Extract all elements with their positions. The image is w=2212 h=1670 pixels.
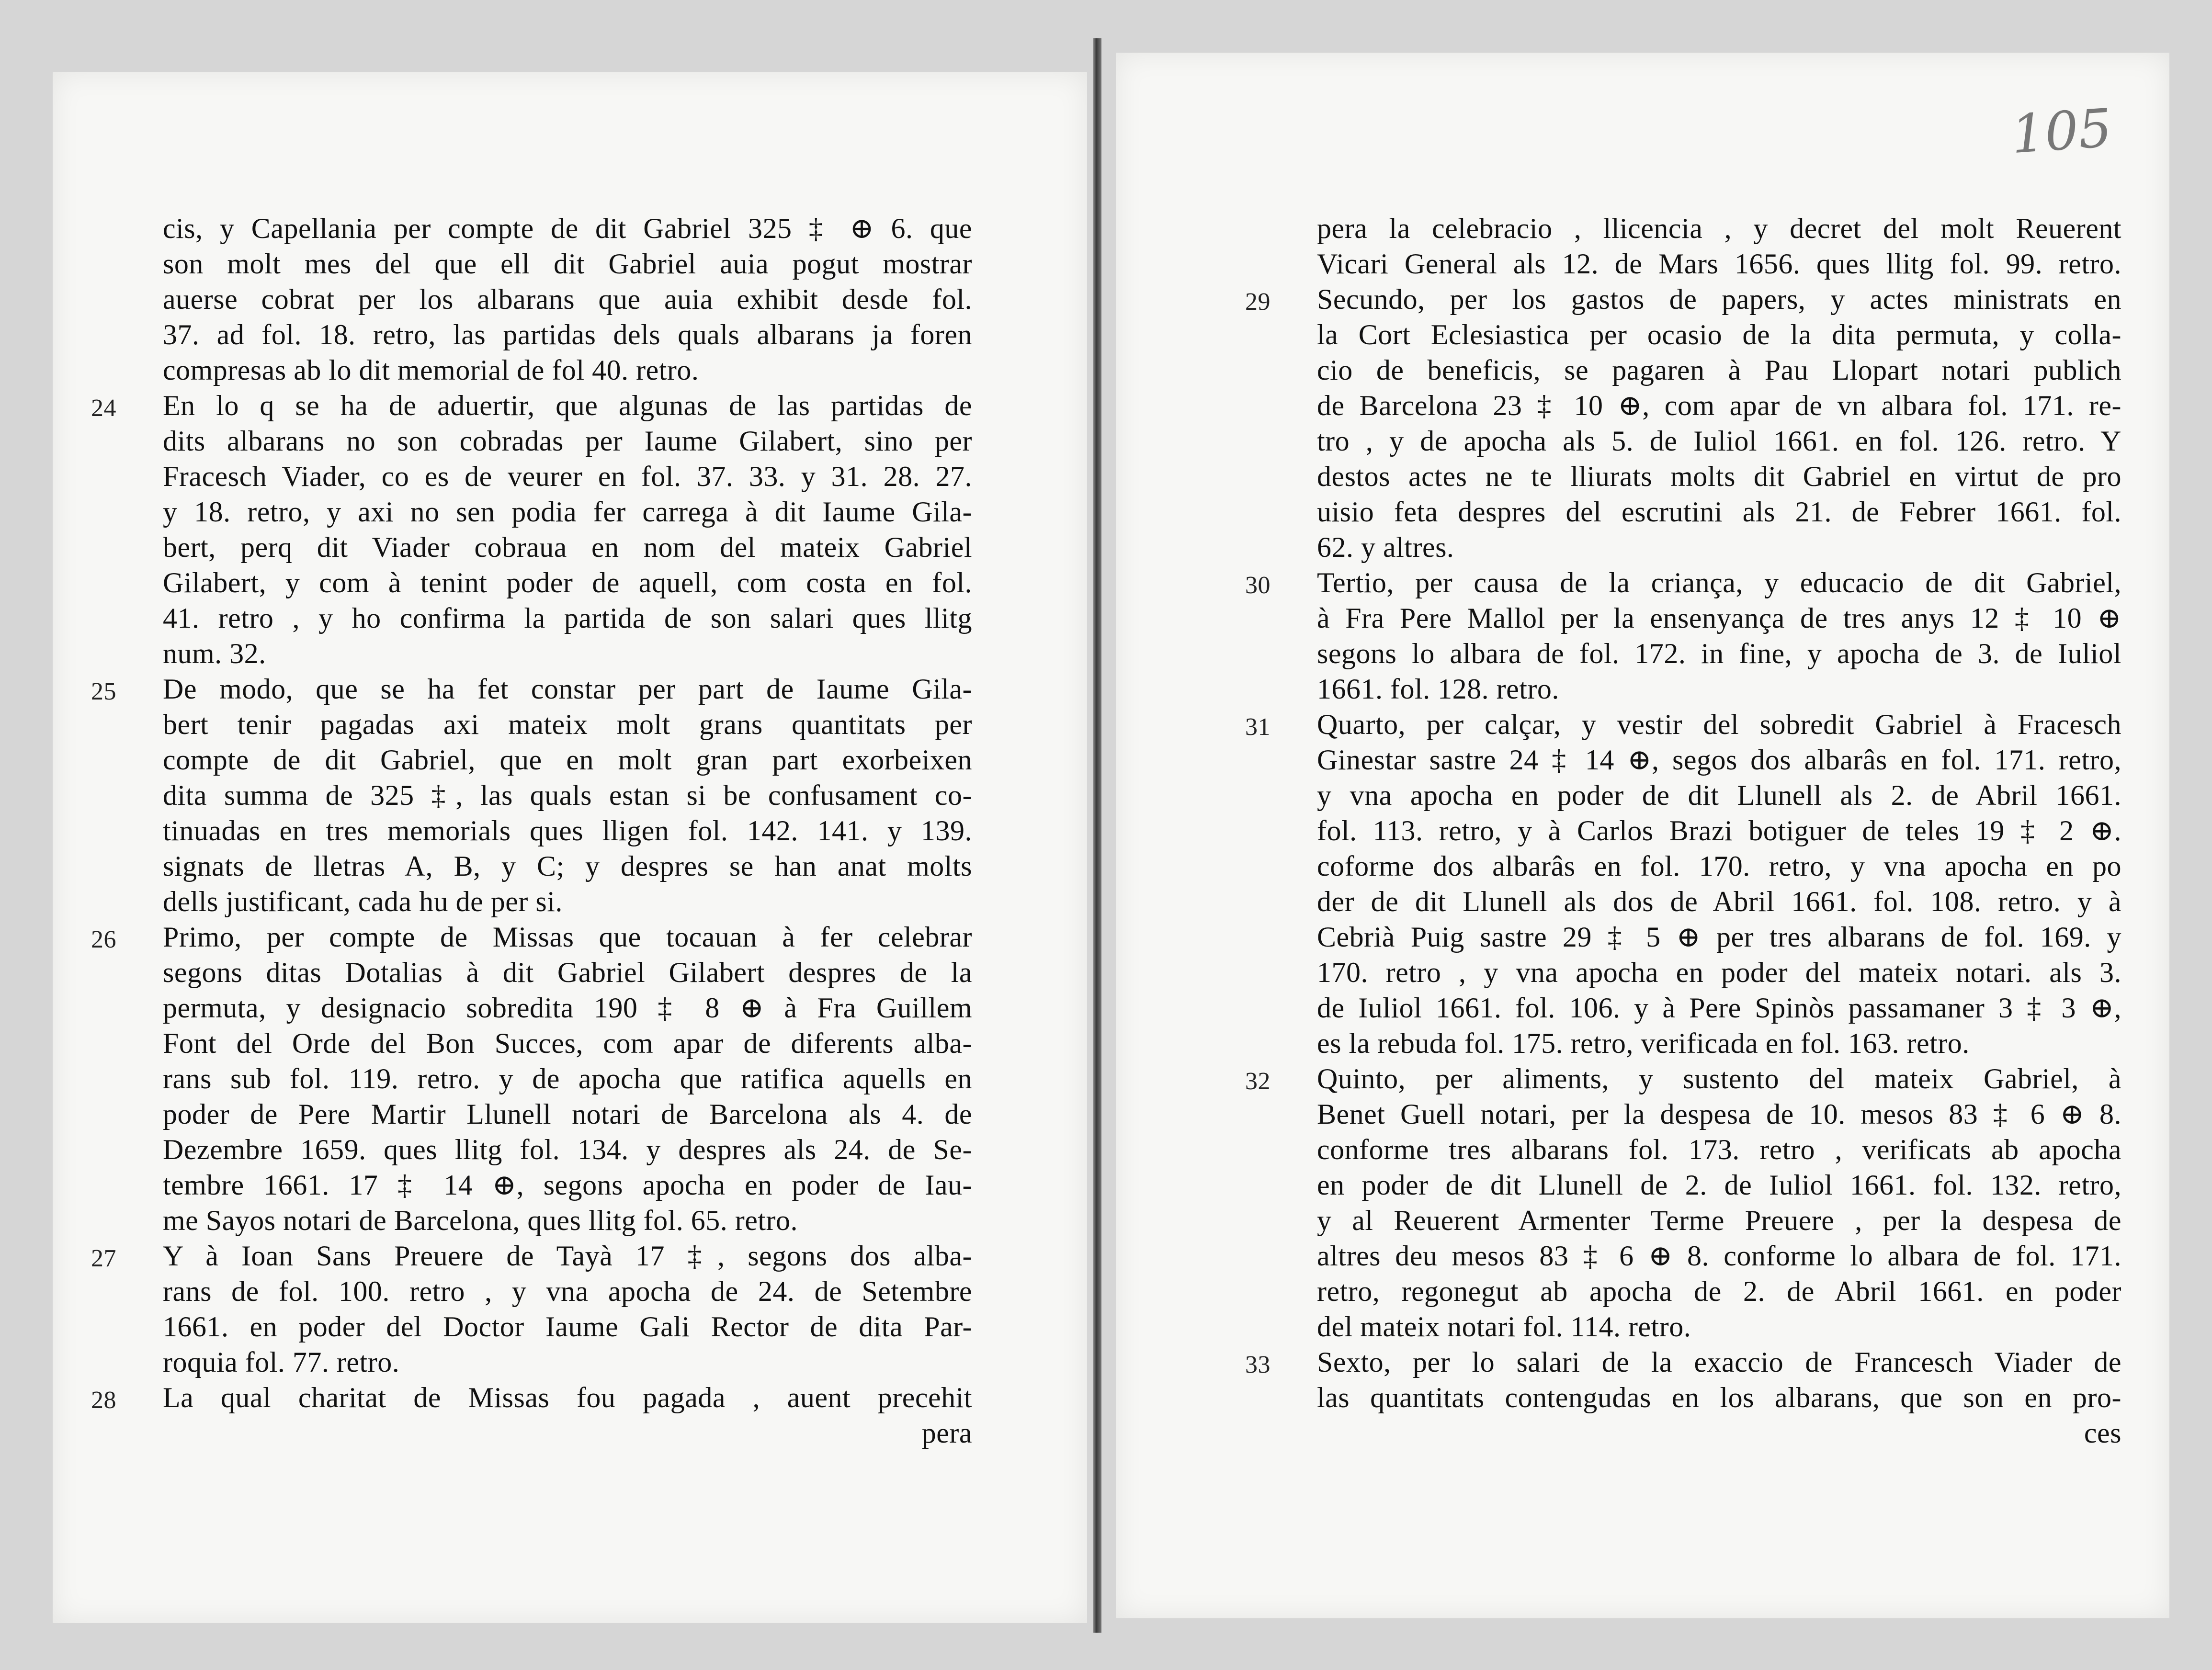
text-line: [91, 1238, 972, 1274]
text-line: [163, 742, 972, 778]
catchword-line: [1317, 1415, 2121, 1451]
folio-number: 105: [2009, 97, 2114, 166]
text-line: [1317, 778, 2121, 813]
line-text: retro, regonegut ab apocha de 2. de Abril 1661. en poder: [1317, 1275, 2121, 1307]
paragraph-number: 30: [1245, 572, 1270, 599]
text-line: [163, 1309, 972, 1344]
line-text: roquia fol. 77. retro.: [163, 1346, 400, 1378]
text-line: [163, 317, 972, 352]
line-text: Ginestar sastre 24 ‡ 14 ⊕, segos dos albarâs en fol. 171. retro,: [1317, 744, 2121, 776]
line-text: altres deu mesos 83 ‡ 6 ⊕ 8. conforme lo albara de fol. 171.: [1317, 1240, 2121, 1272]
catchword-line: [163, 1415, 972, 1451]
paragraph-number: 24: [91, 395, 116, 422]
line-text: à Fra Pere Mallol per la ensenyança de tres anys 12 ‡ 10 ⊕: [1317, 602, 2121, 634]
text-line: [163, 884, 972, 919]
line-text: poder de Pere Martir Llunell notari de Barcelona als 4. de: [163, 1098, 972, 1130]
text-line: [1317, 1238, 2121, 1274]
text-line: [1317, 494, 2121, 530]
text-line: [163, 1167, 972, 1203]
text-line: [1245, 707, 2121, 742]
line-text: Dezembre 1659. ques llitg fol. 134. y despres als 24. de Se-: [163, 1134, 972, 1165]
line-text: 170. retro , y vna apocha en poder del mateix notari. als 3.: [1317, 957, 2121, 988]
line-text: 1661. en poder del Doctor Iaume Gali Rector de dita Par-: [163, 1311, 972, 1343]
line-text: 1661. fol. 128. retro.: [1317, 673, 1559, 705]
text-line: [163, 636, 972, 671]
text-line: [1317, 990, 2121, 1026]
line-text: y vna apocha en poder de dit Llunell als 2. de Abril 1661.: [1317, 779, 2121, 811]
line-text: dita summa de 325 ‡, las quals estan si be confusament co-: [163, 779, 972, 811]
text-line: [163, 530, 972, 565]
line-text: Secundo, per los gastos de papers, y actes ministrats en: [1317, 283, 2121, 315]
text-line: [1317, 1132, 2121, 1167]
line-text: rans de fol. 100. retro , y vna apocha de 24. de Setembre: [163, 1275, 972, 1307]
text-line: [1317, 671, 2121, 707]
text-line: [163, 707, 972, 742]
line-text: Font del Orde del Bon Succes, com apar de diferents alba-: [163, 1027, 972, 1059]
text-line: [1317, 1026, 2121, 1061]
line-text: num. 32.: [163, 638, 266, 669]
text-line: [1317, 459, 2121, 494]
text-line: [1317, 1096, 2121, 1132]
line-text: Cebrià Puig sastre 29 ‡ 5 ⊕ per tres albarans de fol. 169. y: [1317, 921, 2121, 953]
text-line: [163, 423, 972, 459]
line-text: Sexto, per lo salari de la exaccio de Francesch Viader de: [1317, 1346, 2121, 1378]
text-line: [163, 955, 972, 990]
line-text: coforme dos albarâs en fol. 170. retro, y vna apocha en po: [1317, 850, 2121, 882]
paragraph-number: 27: [91, 1245, 116, 1272]
text-line: [1317, 1309, 2121, 1344]
line-text: tembre 1661. 17 ‡ 14 ⊕, segons apocha en poder de Iau-: [163, 1169, 972, 1201]
text-line: [1317, 352, 2121, 388]
line-text: las quantitats contengudas en los albarans, que son en pro-: [1317, 1382, 2121, 1413]
text-line: [1317, 636, 2121, 671]
text-line: [1317, 848, 2121, 884]
text-line: [1245, 565, 2121, 600]
right-page: [1116, 53, 2169, 1618]
text-line: [1317, 1380, 2121, 1415]
text-line: [91, 919, 972, 955]
text-line: [163, 1132, 972, 1167]
line-text: dits albarans no son cobradas per Iaume Gilabert, sino per: [163, 425, 972, 457]
line-text: del mateix notari fol. 114. retro.: [1317, 1311, 1691, 1343]
text-line: [163, 459, 972, 494]
line-text: segons ditas Dotalias à dit Gabriel Gilabert despres de la: [163, 957, 972, 988]
line-text: en poder de dit Llunell de 2. de Iuliol 1661. fol. 132. retro,: [1317, 1169, 2121, 1201]
paragraph-number: 33: [1245, 1351, 1270, 1378]
line-text: Vicari General als 12. de Mars 1656. ques llitg fol. 99. retro.: [1317, 248, 2121, 280]
paragraph-number: 28: [91, 1387, 116, 1414]
text-line: [163, 494, 972, 530]
text-line: [1317, 919, 2121, 955]
text-line: [1317, 884, 2121, 919]
line-text: compresas ab lo dit memorial de fol 40. retro.: [163, 354, 699, 386]
line-text: De modo, que se ha fet constar per part de Iaume Gila-: [163, 673, 972, 705]
paragraph-number: 26: [91, 926, 116, 953]
line-text: permuta, y designacio sobredita 190 ‡ 8 ⊕ à Fra Guillem: [163, 992, 972, 1024]
line-text: En lo q se ha de aduertir, que algunas de las partidas de: [163, 390, 972, 421]
line-text: rans sub fol. 119. retro. y de apocha que ratifica aquells en: [163, 1063, 972, 1095]
text-line: [1317, 600, 2121, 636]
line-text: Y à Ioan Sans Preuere de Tayà 17 ‡, segons dos alba-: [163, 1240, 972, 1272]
line-text: der de dit Llunell als dos de Abril 1661. fol. 108. retro. y à: [1317, 886, 2121, 917]
catchword: pera: [921, 1417, 972, 1449]
text-line: [1317, 211, 2121, 246]
line-text: 62. y altres.: [1317, 531, 1454, 563]
line-text: es la rebuda fol. 175. retro, verificada en fol. 163. retro.: [1317, 1027, 1970, 1059]
paragraph-number: 32: [1245, 1068, 1270, 1095]
catchword: ces: [2084, 1417, 2121, 1449]
text-line: [1245, 1061, 2121, 1096]
left-page-text: [91, 211, 972, 1451]
line-text: La qual charitat de Missas fou pagada , auent precehit: [163, 1382, 972, 1413]
text-line: [163, 1203, 972, 1238]
text-line: [1317, 1203, 2121, 1238]
text-line: [163, 990, 972, 1026]
line-text: bert tenir pagadas axi mateix molt grans quantitats per: [163, 709, 972, 740]
text-line: [163, 1096, 972, 1132]
text-line: [1317, 246, 2121, 282]
text-line: [91, 388, 972, 423]
text-line: [1317, 423, 2121, 459]
line-text: de Barcelona 23 ‡ 10 ⊕, com apar de vn albara fol. 171. re-: [1317, 390, 2121, 421]
line-text: pera la celebracio , llicencia , y decret del molt Reuerent: [1317, 213, 2121, 244]
line-text: destos actes ne te lliurats molts dit Gabriel en virtut de pro: [1317, 461, 2121, 492]
line-text: Gilabert, y com à tenint poder de aquell, com costa en fol.: [163, 567, 972, 598]
line-text: la Cort Eclesiastica per ocasio de la dita permuta, y colla-: [1317, 319, 2121, 350]
right-page-text: [1245, 211, 2121, 1451]
line-text: cio de beneficis, se pagaren à Pau Llopart notari publich: [1317, 354, 2121, 386]
line-text: Primo, per compte de Missas que tocauan à fer celebrar: [163, 921, 972, 953]
line-text: Quarto, per calçar, y vestir del sobredit Gabriel à Fracesch: [1317, 709, 2121, 740]
line-text: tinuadas en tres memorials ques lligen fol. 142. 141. y 139.: [163, 815, 972, 846]
line-text: 37. ad fol. 18. retro, las partidas dels quals albarans ja foren: [163, 319, 972, 350]
line-text: me Sayos notari de Barcelona, ques llitg fol. 65. retro.: [163, 1205, 798, 1236]
line-text: Tertio, per causa de la criança, y educacio de dit Gabriel,: [1317, 567, 2121, 598]
text-line: [163, 1344, 972, 1380]
text-line: [1317, 530, 2121, 565]
line-text: dells justificant, cada hu de per si.: [163, 886, 563, 917]
text-line: [91, 1380, 972, 1415]
text-line: [1317, 317, 2121, 352]
text-line: [163, 1274, 972, 1309]
line-text: y al Reuerent Armenter Terme Preuere , per la despesa de: [1317, 1205, 2121, 1236]
text-line: [1317, 1274, 2121, 1309]
text-line: [1317, 955, 2121, 990]
line-text: de Iuliol 1661. fol. 106. y à Pere Spinòs passamaner 3 ‡ 3 ⊕,: [1317, 992, 2121, 1024]
line-text: y 18. retro, y axi no sen podia fer carrega à dit Iaume Gila-: [163, 496, 972, 528]
text-line: [163, 778, 972, 813]
text-line: [1317, 1167, 2121, 1203]
text-line: [1317, 742, 2121, 778]
paragraph-number: 25: [91, 678, 116, 705]
book-gutter: [1093, 38, 1101, 1633]
text-line: [163, 848, 972, 884]
text-line: [163, 813, 972, 848]
line-text: uisio feta despres del escrutini als 21. de Febrer 1661. fol.: [1317, 496, 2121, 528]
text-line: [163, 600, 972, 636]
line-text: fol. 113. retro, y à Carlos Brazi botiguer de teles 19 ‡ 2 ⊕.: [1317, 815, 2121, 846]
line-text: bert, perq dit Viader cobraua en nom del mateix Gabriel: [163, 531, 972, 563]
paragraph-number: 31: [1245, 713, 1270, 741]
text-line: [1317, 388, 2121, 423]
paragraph-number: 29: [1245, 288, 1270, 316]
text-line: [163, 1026, 972, 1061]
text-line: [1245, 282, 2121, 317]
text-line: [163, 565, 972, 600]
line-text: son molt mes del que ell dit Gabriel auia pogut mostrar: [163, 248, 972, 280]
line-text: 41. retro , y ho confirma la partida de son salari ques llitg: [163, 602, 972, 634]
text-line: [163, 211, 972, 246]
line-text: Quinto, per aliments, y sustento del mateix Gabriel, à: [1317, 1063, 2121, 1095]
text-line: [163, 1061, 972, 1096]
line-text: segons lo albara de fol. 172. in fine, y apocha de 3. de Iuliol: [1317, 638, 2121, 669]
text-line: [1317, 813, 2121, 848]
text-line: [163, 246, 972, 282]
line-text: tro , y de apocha als 5. de Iuliol 1661. en fol. 126. retro. Y: [1317, 425, 2121, 457]
line-text: cis, y Capellania per compte de dit Gabriel 325 ‡ ⊕ 6. que: [163, 213, 972, 244]
text-line: [91, 671, 972, 707]
text-line: [1245, 1344, 2121, 1380]
line-text: Benet Guell notari, per la despesa de 10. mesos 83 ‡ 6 ⊕ 8.: [1317, 1098, 2121, 1130]
line-text: Fracesch Viader, co es de veurer en fol. 37. 33. y 31. 28. 27.: [163, 461, 972, 492]
line-text: compte de dit Gabriel, que en molt gran part exorbeixen: [163, 744, 972, 776]
text-line: [163, 282, 972, 317]
text-line: [163, 352, 972, 388]
line-text: signats de lletras A, B, y C; y despres se han anat molts: [163, 850, 972, 882]
left-page: [53, 72, 1087, 1623]
line-text: auerse cobrat per los albarans que auia exhibit desde fol.: [163, 283, 972, 315]
line-text: conforme tres albarans fol. 173. retro , verificats ab apocha: [1317, 1134, 2121, 1165]
